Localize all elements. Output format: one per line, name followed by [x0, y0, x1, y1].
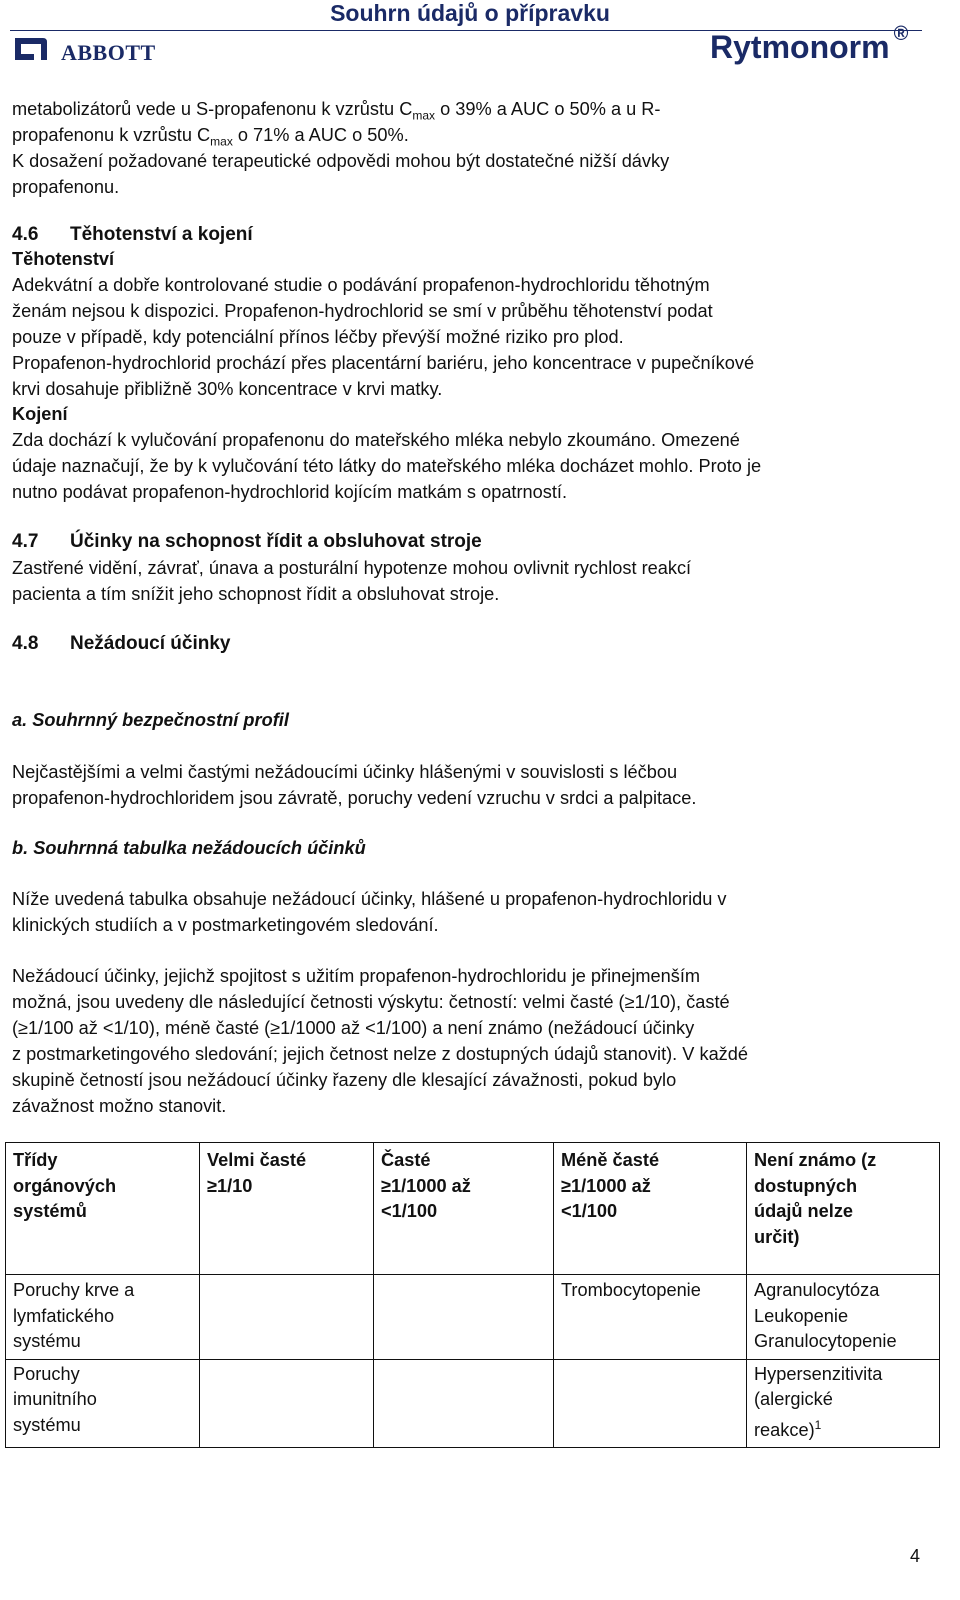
footnote-marker: 1	[814, 1417, 822, 1432]
driving-paragraph: Zastřené vidění, závrať, únava a posturální hypotenze mohou ovlivnit rychlost reakcí pacienta a tím snížit jeho schopnost řídit a obsluhovat stroje.	[12, 558, 692, 604]
subheading-pregnancy: Těhotenství	[12, 249, 115, 269]
product-name: Rytmonorm ®	[710, 23, 909, 65]
very-common-cell	[200, 1359, 374, 1448]
common-cell	[374, 1275, 554, 1360]
header-organ-class: Třídy orgánových systémů	[6, 1143, 200, 1275]
common-cell	[374, 1359, 554, 1448]
registered-mark: ®	[893, 23, 909, 46]
frequency-paragraph: Nežádoucí účinky, jejichž spojitost s užitím propafenon-hydrochloridu je přinejmenším možná, jsou uvedeny dle následující četnosti výskytu: četností: velmi časté (≥1/10), časté (≥1/100 až <1/10), méně časté (≥1/1000 až <1/100) a není známo (nežádoucí účinky z postmarketingového sledování; jejich četnost nelze z dostupných údajů stanovit). V každé skupině četností jsou nežádoucí účinky řazeny dle klesající závažnosti, pokud bylo závažnost možno stanovit.	[12, 966, 749, 1116]
page-number: 4	[910, 1546, 921, 1566]
not-known-cell: Hypersenzitivita (alergické reakce)$^1$	[747, 1359, 940, 1448]
subheading-breastfeeding: Kojení	[12, 404, 68, 424]
safety-profile-paragraph: Nejčastějšími a velmi častými nežádoucími účinky hlášenými v souvislosti s léčbou propafenon-hydrochloridem jsou závratě, poruchy vedení vzruchu v srdci a palpitace.	[12, 762, 697, 808]
abbott-logo-icon	[12, 34, 50, 64]
header-very-common: Velmi časté ≥1/10	[200, 1143, 374, 1275]
pregnancy-paragraph: Adekvátní a dobře kontrolované studie o podávání propafenon-hydrochloridu těhotným ženám nejsou k dispozici. Propafenon-hydrochlorid se smí v průběhu těhotenství podat pouze v případě, kdy potenciální přínos léčby převýší možné riziko pro plod. Propafenon-hydrochlorid prochází přes placentární bariéru, jeho koncentrace v pupečníkové krvi dosahuje přibližně 30% koncentrace v krvi matky.	[12, 275, 755, 399]
header-uncommon: Méně časté ≥1/1000 až <1/100	[554, 1143, 747, 1275]
header-common: Časté ≥1/1000 až <1/100	[374, 1143, 554, 1275]
intro-paragraph: metabolizátorů vede u S-propafenonu k vzrůstu $C_{max}$ o 39% a AUC o 50% a u R- propafenonu k vzrůstu $C_{max}$ o 71% a AUC o 50%. K dosažení požadované terapeutické odpovědi mohou být dostatečné nižší dávky propafenonu.	[12, 99, 670, 197]
table-row	[6, 1275, 940, 1360]
breastfeeding-paragraph: Zda dochází k vylučování propafenonu do mateřského mléka nebylo zkoumáno. Omezené údaje naznačují, že by k vylučování této látky do mateřského mléka docházet mohlo. Proto je nutno podávat propafenon-hydrochlorid kojícím matkám s opatrností.	[12, 430, 762, 502]
table-row	[6, 1359, 940, 1448]
adverse-effects-table	[5, 1142, 940, 1448]
very-common-cell	[200, 1275, 374, 1360]
soc-cell: Poruchy krve a lymfatického systému	[6, 1275, 200, 1360]
section-heading-4-8: 4.8 Nežádoucí účinky	[12, 633, 231, 654]
header-not-known: Není známo (z dostupných údajů nelze určit)	[747, 1143, 940, 1275]
section-heading-4-7: 4.7 Účinky na schopnost řídit a obsluhovat stroje	[12, 531, 482, 552]
table-intro-paragraph: Níže uvedená tabulka obsahuje nežádoucí účinky, hlášené u propafenon-hydrochloridu v klinických studiích a v postmarketingovém sledování.	[12, 889, 727, 935]
soc-cell: Poruchy imunitního systému	[6, 1359, 200, 1448]
uncommon-cell	[554, 1359, 747, 1448]
table-header-row	[6, 1143, 940, 1275]
company-name: ABBOTT	[61, 40, 156, 65]
section-heading-4-6: 4.6 Těhotenství a kojení	[12, 224, 253, 245]
not-known-cell: Agranulocytóza Leukopenie Granulocytopenie	[747, 1275, 940, 1360]
subheading-safety-profile: a. Souhrnný bezpečnostní profil	[12, 710, 289, 730]
subheading-adverse-table: b. Souhrnná tabulka nežádoucích účinků	[12, 838, 366, 858]
uncommon-cell: Trombocytopenie	[554, 1275, 747, 1360]
document-title: Souhrn údajů o přípravku	[330, 0, 610, 26]
